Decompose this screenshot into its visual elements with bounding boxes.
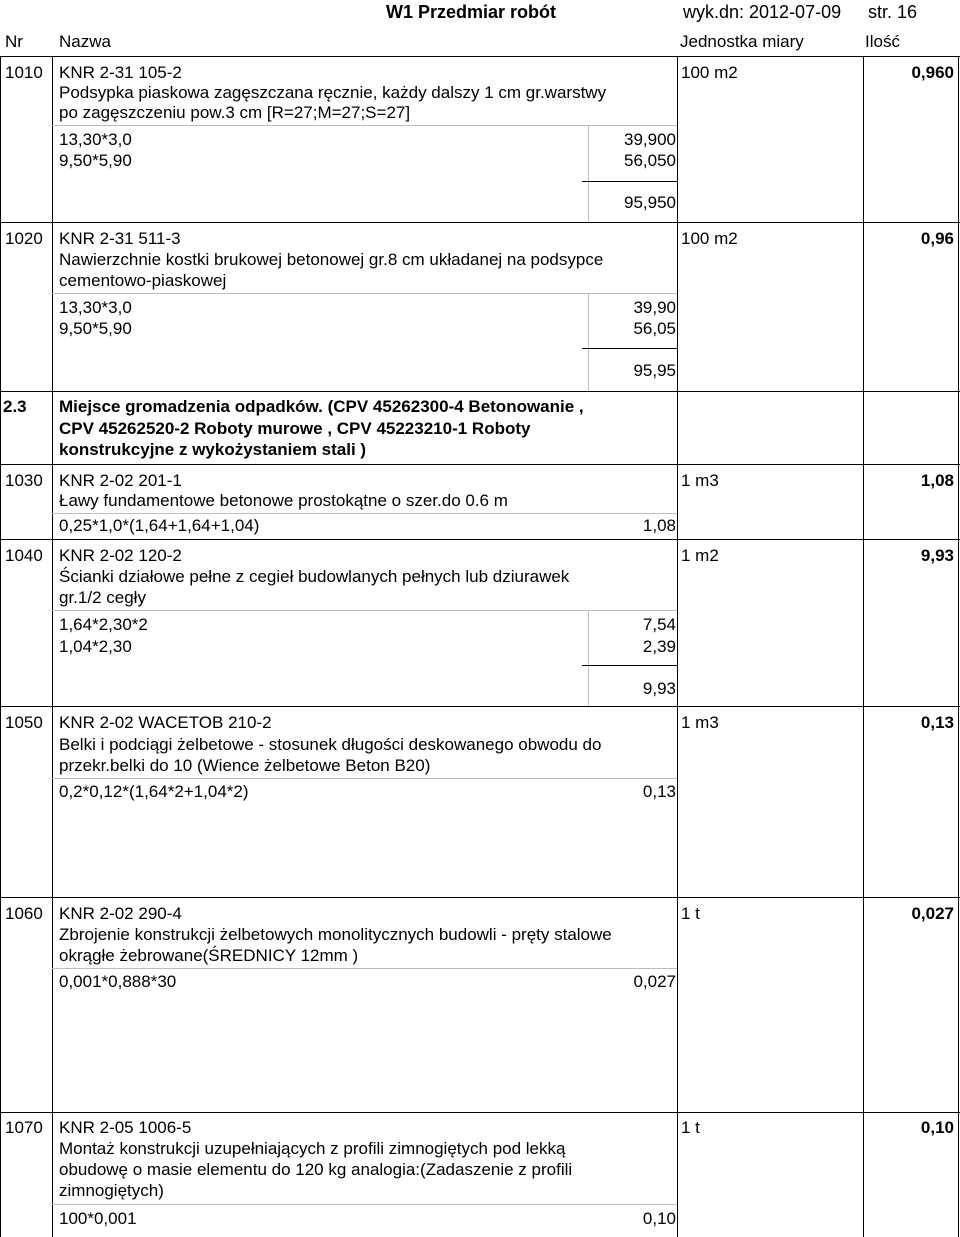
- item-desc: Montaż konstrukcji uzupełniających z profili zimnogiętych pod lekką: [59, 1139, 566, 1158]
- item-qty: 0,96: [920, 229, 954, 248]
- column-header-qty: Ilość: [865, 32, 900, 51]
- section-title: Miejsce gromadzenia odpadków. (CPV 45262300-4 Betonowanie ,: [59, 397, 584, 416]
- item-nr: 1010: [5, 63, 43, 82]
- item-desc: obudowę o masie elementu do 120 kg analogia:(Zadaszenie z profili: [59, 1160, 573, 1179]
- calc-value: 1,08: [642, 516, 676, 535]
- calc-box-rule: [52, 125, 677, 126]
- document-date: wyk.dn: 2012-07-09: [683, 2, 842, 22]
- column-header-name: Nazwa: [59, 32, 111, 51]
- calc-box-rule: [588, 125, 589, 222]
- item-unit: 1 m3: [681, 713, 719, 732]
- item-unit: 1 t: [681, 904, 700, 923]
- calc-expr: 0,25*1,0*(1,64+1,64+1,04): [59, 516, 260, 535]
- item-desc: zimnogiętych): [59, 1181, 164, 1200]
- item-qty: 0,027: [911, 904, 954, 923]
- calc-value: 7,54: [642, 615, 676, 634]
- calc-expr: 13,30*3,0: [59, 298, 132, 317]
- item-code: KNR 2-02 290-4: [59, 904, 182, 923]
- calc-sum: 95,95: [633, 361, 676, 380]
- item-unit: 100 m2: [681, 229, 738, 248]
- item-code: KNR 2-02 201-1: [59, 471, 182, 490]
- calc-value: 0,13: [642, 782, 676, 801]
- column-rule-unit: [863, 57, 864, 1237]
- item-qty: 9,93: [920, 546, 954, 565]
- row-rule: [0, 464, 960, 465]
- column-header-nr: Nr: [5, 32, 23, 51]
- calc-sum: 9,93: [642, 679, 676, 698]
- calc-value: 2,39: [642, 637, 676, 656]
- item-qty: 0,960: [911, 63, 954, 82]
- calc-expr: 1,64*2,30*2: [59, 615, 148, 634]
- item-nr: 1060: [5, 904, 43, 923]
- item-desc: Zbrojenie konstrukcji żelbetowych monolitycznych budowli - pręty stalowe: [59, 925, 612, 944]
- column-rule-right: [958, 57, 959, 1237]
- item-desc: okrągłe żebrowane(ŚREDNICY 12mm ): [59, 946, 359, 965]
- row-rule: [0, 391, 960, 392]
- document-title: W1 Przedmiar robót: [386, 2, 557, 22]
- row-rule: [0, 1112, 960, 1113]
- row-rule: [0, 706, 960, 707]
- calc-expr: 0,001*0,888*30: [59, 972, 177, 991]
- item-qty: 0,13: [920, 713, 954, 732]
- sum-rule: [582, 348, 677, 349]
- item-desc: cementowo-piaskowej: [59, 271, 227, 290]
- item-nr: 1070: [5, 1118, 43, 1137]
- section-title: CPV 45262520-2 Roboty murowe , CPV 45223210-1 Roboty: [59, 419, 531, 438]
- page-number: str. 16: [868, 2, 918, 22]
- column-header-unit: Jednostka miary: [680, 32, 804, 51]
- calc-expr: 1,04*2,30: [59, 637, 132, 656]
- item-qty: 0,10: [920, 1118, 954, 1137]
- item-desc: gr.1/2 cegły: [59, 588, 146, 607]
- item-desc: przekr.belki do 10 (Wience żelbetowe Beton B20): [59, 756, 431, 775]
- section-title: konstrukcyjne z wykożystaniem stali ): [59, 440, 367, 459]
- item-desc: Belki i podciągi żelbetowe - stosunek długości deskowanego obwodu do: [59, 735, 602, 754]
- item-qty: 1,08: [920, 471, 954, 490]
- row-rule: [0, 897, 960, 898]
- item-code: KNR 2-31 511-3: [59, 229, 181, 248]
- calc-value: 56,050: [624, 151, 676, 170]
- calc-expr: 0,2*0,12*(1,64*2+1,04*2): [59, 782, 249, 801]
- item-desc: Podsypka piaskowa zagęszczana ręcznie, każdy dalszy 1 cm gr.warstwy: [59, 83, 607, 102]
- calc-value: 56,05: [633, 319, 676, 338]
- item-unit: 1 t: [681, 1118, 700, 1137]
- item-unit: 100 m2: [681, 63, 738, 82]
- sum-rule: [582, 665, 677, 666]
- calc-expr: 9,50*5,90: [59, 151, 132, 170]
- item-code: KNR 2-02 120-2: [59, 546, 182, 565]
- calc-box-rule: [52, 293, 677, 294]
- calc-box-rule: [52, 1204, 677, 1205]
- item-desc: Ścianki działowe pełne z cegieł budowlanych pełnych lub dziurawek: [59, 567, 570, 586]
- item-nr: 1030: [5, 471, 43, 490]
- item-desc: Ławy fundamentowe betonowe prostokątne o szer.do 0.6 m: [59, 491, 508, 510]
- item-code: KNR 2-31 105-2: [59, 63, 182, 82]
- calc-expr: 13,30*3,0: [59, 130, 132, 149]
- calc-box-rule: [52, 513, 677, 514]
- calc-value: 39,900: [624, 130, 676, 149]
- calc-value: 0,10: [642, 1209, 676, 1228]
- header-rule: [0, 56, 960, 57]
- item-desc: po zagęszczeniu pow.3 cm [R=27;M=27;S=27]: [59, 103, 411, 122]
- item-nr: 1040: [5, 546, 43, 565]
- row-rule: [0, 222, 960, 223]
- item-code: KNR 2-02 WACETOB 210-2: [59, 713, 272, 732]
- calc-value: 39,90: [633, 298, 676, 317]
- item-desc: Nawierzchnie kostki brukowej betonowej gr.8 cm układanej na podsypce: [59, 250, 604, 269]
- calc-box-rule: [588, 293, 589, 391]
- column-rule-left: [0, 57, 1, 1237]
- calc-value: 0,027: [633, 972, 676, 991]
- calc-box-rule: [588, 610, 589, 706]
- calc-box-rule: [52, 778, 677, 779]
- item-unit: 1 m3: [681, 471, 719, 490]
- section-nr: 2.3: [3, 397, 27, 416]
- item-code: KNR 2-05 1006-5: [59, 1118, 192, 1137]
- calc-box-rule: [52, 968, 677, 969]
- calc-expr: 100*0,001: [59, 1209, 137, 1228]
- calc-expr: 9,50*5,90: [59, 319, 132, 338]
- item-unit: 1 m2: [681, 546, 719, 565]
- sum-rule: [582, 181, 677, 182]
- column-rule-name: [677, 57, 678, 1237]
- row-rule: [0, 539, 960, 540]
- calc-sum: 95,950: [624, 193, 676, 212]
- calc-box-rule: [52, 610, 677, 611]
- item-nr: 1050: [5, 713, 43, 732]
- item-nr: 1020: [5, 229, 43, 248]
- column-rule-nr: [52, 57, 53, 1237]
